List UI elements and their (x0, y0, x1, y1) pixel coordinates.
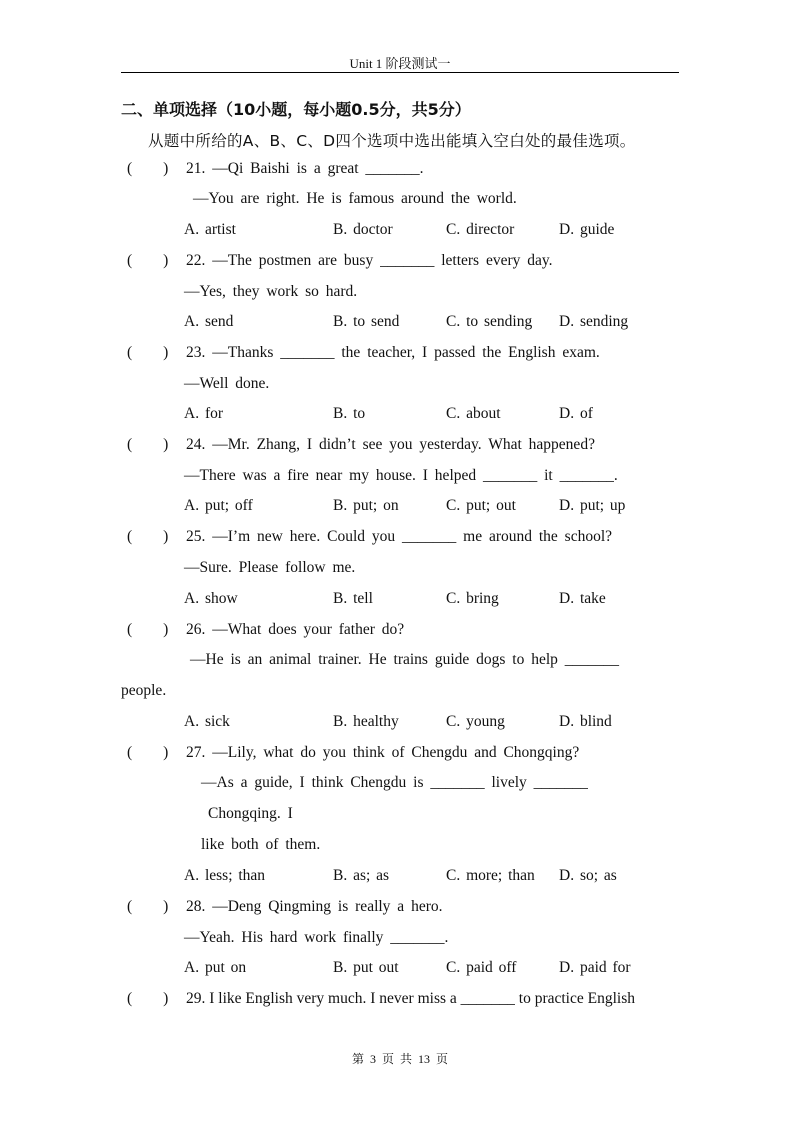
question-stem: 29. I like English very much. I never miss a _______ to practice English (186, 990, 635, 1007)
question-line: —Well done. (184, 375, 270, 392)
question-stem: 24. —Mr. Zhang, I didn’t see you yesterday. What happened? (186, 436, 595, 453)
question-line: —He is an animal trainer. He trains guide dogs to help _______ (190, 651, 620, 668)
question-line: —Sure. Please follow me. (184, 559, 356, 576)
question-stem: 27. —Lily, what do you think of Chengdu and Chongqing? (186, 744, 580, 761)
answer-paren[interactable]: ( ) (127, 990, 169, 1007)
question-line: —Yes, they work so hard. (184, 283, 358, 300)
option-d[interactable]: D. guide (559, 221, 615, 238)
page-footer: 第 3 页 共 13 页 (351, 1052, 448, 1066)
answer-paren[interactable]: ( ) (127, 621, 169, 638)
question-line: like both of them. (201, 836, 321, 853)
option-b[interactable]: B. as; as (333, 867, 390, 884)
question-stem: 26. —What does your father do? (186, 621, 405, 638)
option-d[interactable]: D. put; up (559, 497, 626, 514)
option-b[interactable]: B. put out (333, 959, 399, 976)
option-d[interactable]: D. paid for (559, 959, 631, 976)
option-a[interactable]: A. send (184, 313, 234, 330)
option-c[interactable]: C. to sending (446, 313, 533, 330)
option-b[interactable]: B. tell (333, 590, 373, 607)
option-d[interactable]: D. of (559, 405, 593, 422)
option-a[interactable]: A. put; off (184, 497, 253, 514)
header-rule (121, 72, 679, 73)
question-stem: 22. —The postmen are busy _______ letters every day. (186, 252, 553, 269)
option-c[interactable]: C. director (446, 221, 515, 238)
option-d[interactable]: D. blind (559, 713, 612, 730)
option-b[interactable]: B. to send (333, 313, 400, 330)
option-c[interactable]: C. put; out (446, 497, 516, 514)
option-a[interactable]: A. for (184, 405, 224, 422)
option-c[interactable]: C. bring (446, 590, 499, 607)
answer-paren[interactable]: ( ) (127, 528, 169, 545)
option-c[interactable]: C. paid off (446, 959, 517, 976)
option-b[interactable]: B. put; on (333, 497, 399, 514)
question-stem: 21. —Qi Baishi is a great _______. (186, 160, 424, 177)
answer-paren[interactable]: ( ) (127, 344, 169, 361)
option-a[interactable]: A. put on (184, 959, 247, 976)
option-a[interactable]: A. artist (184, 221, 236, 238)
answer-paren[interactable]: ( ) (127, 252, 169, 269)
answer-paren[interactable]: ( ) (127, 160, 169, 177)
option-d[interactable]: D. take (559, 590, 606, 607)
answer-paren[interactable]: ( ) (127, 898, 169, 915)
question-stem: 25. —I’m new here. Could you _______ me around the school? (186, 528, 613, 545)
question-line: —Yeah. His hard work finally _______. (184, 929, 449, 946)
option-b[interactable]: B. healthy (333, 713, 399, 730)
option-c[interactable]: C. more; than (446, 867, 535, 884)
option-c[interactable]: C. young (446, 713, 505, 730)
question-stem: 28. —Deng Qingming is really a hero. (186, 898, 443, 915)
option-d[interactable]: D. sending (559, 313, 629, 330)
page-header: Unit 1 阶段测试一 (349, 56, 451, 71)
section-title: 二、单项选择（10小题，每小题0.5分，共5分） (121, 100, 471, 119)
option-d[interactable]: D. so; as (559, 867, 617, 884)
option-a[interactable]: A. sick (184, 713, 230, 730)
section-instruction: 从题中所给的A、B、C、D四个选项中选出能填入空白处的最佳选项。 (148, 132, 636, 150)
question-line: —You are right. He is famous around the world. (193, 190, 517, 207)
question-line: Chongqing. I (208, 805, 293, 822)
answer-paren[interactable]: ( ) (127, 744, 169, 761)
option-c[interactable]: C. about (446, 405, 501, 422)
question-stem: 23. —Thanks _______ the teacher, I passed the English exam. (186, 344, 600, 361)
option-b[interactable]: B. doctor (333, 221, 393, 238)
option-b[interactable]: B. to (333, 405, 366, 422)
answer-paren[interactable]: ( ) (127, 436, 169, 453)
question-line: people. (121, 682, 167, 699)
question-line: —As a guide, I think Chengdu is _______ lively _______ (201, 774, 588, 791)
question-line: —There was a fire near my house. I helped _______ it _______. (184, 467, 618, 484)
option-a[interactable]: A. show (184, 590, 238, 607)
option-a[interactable]: A. less; than (184, 867, 266, 884)
